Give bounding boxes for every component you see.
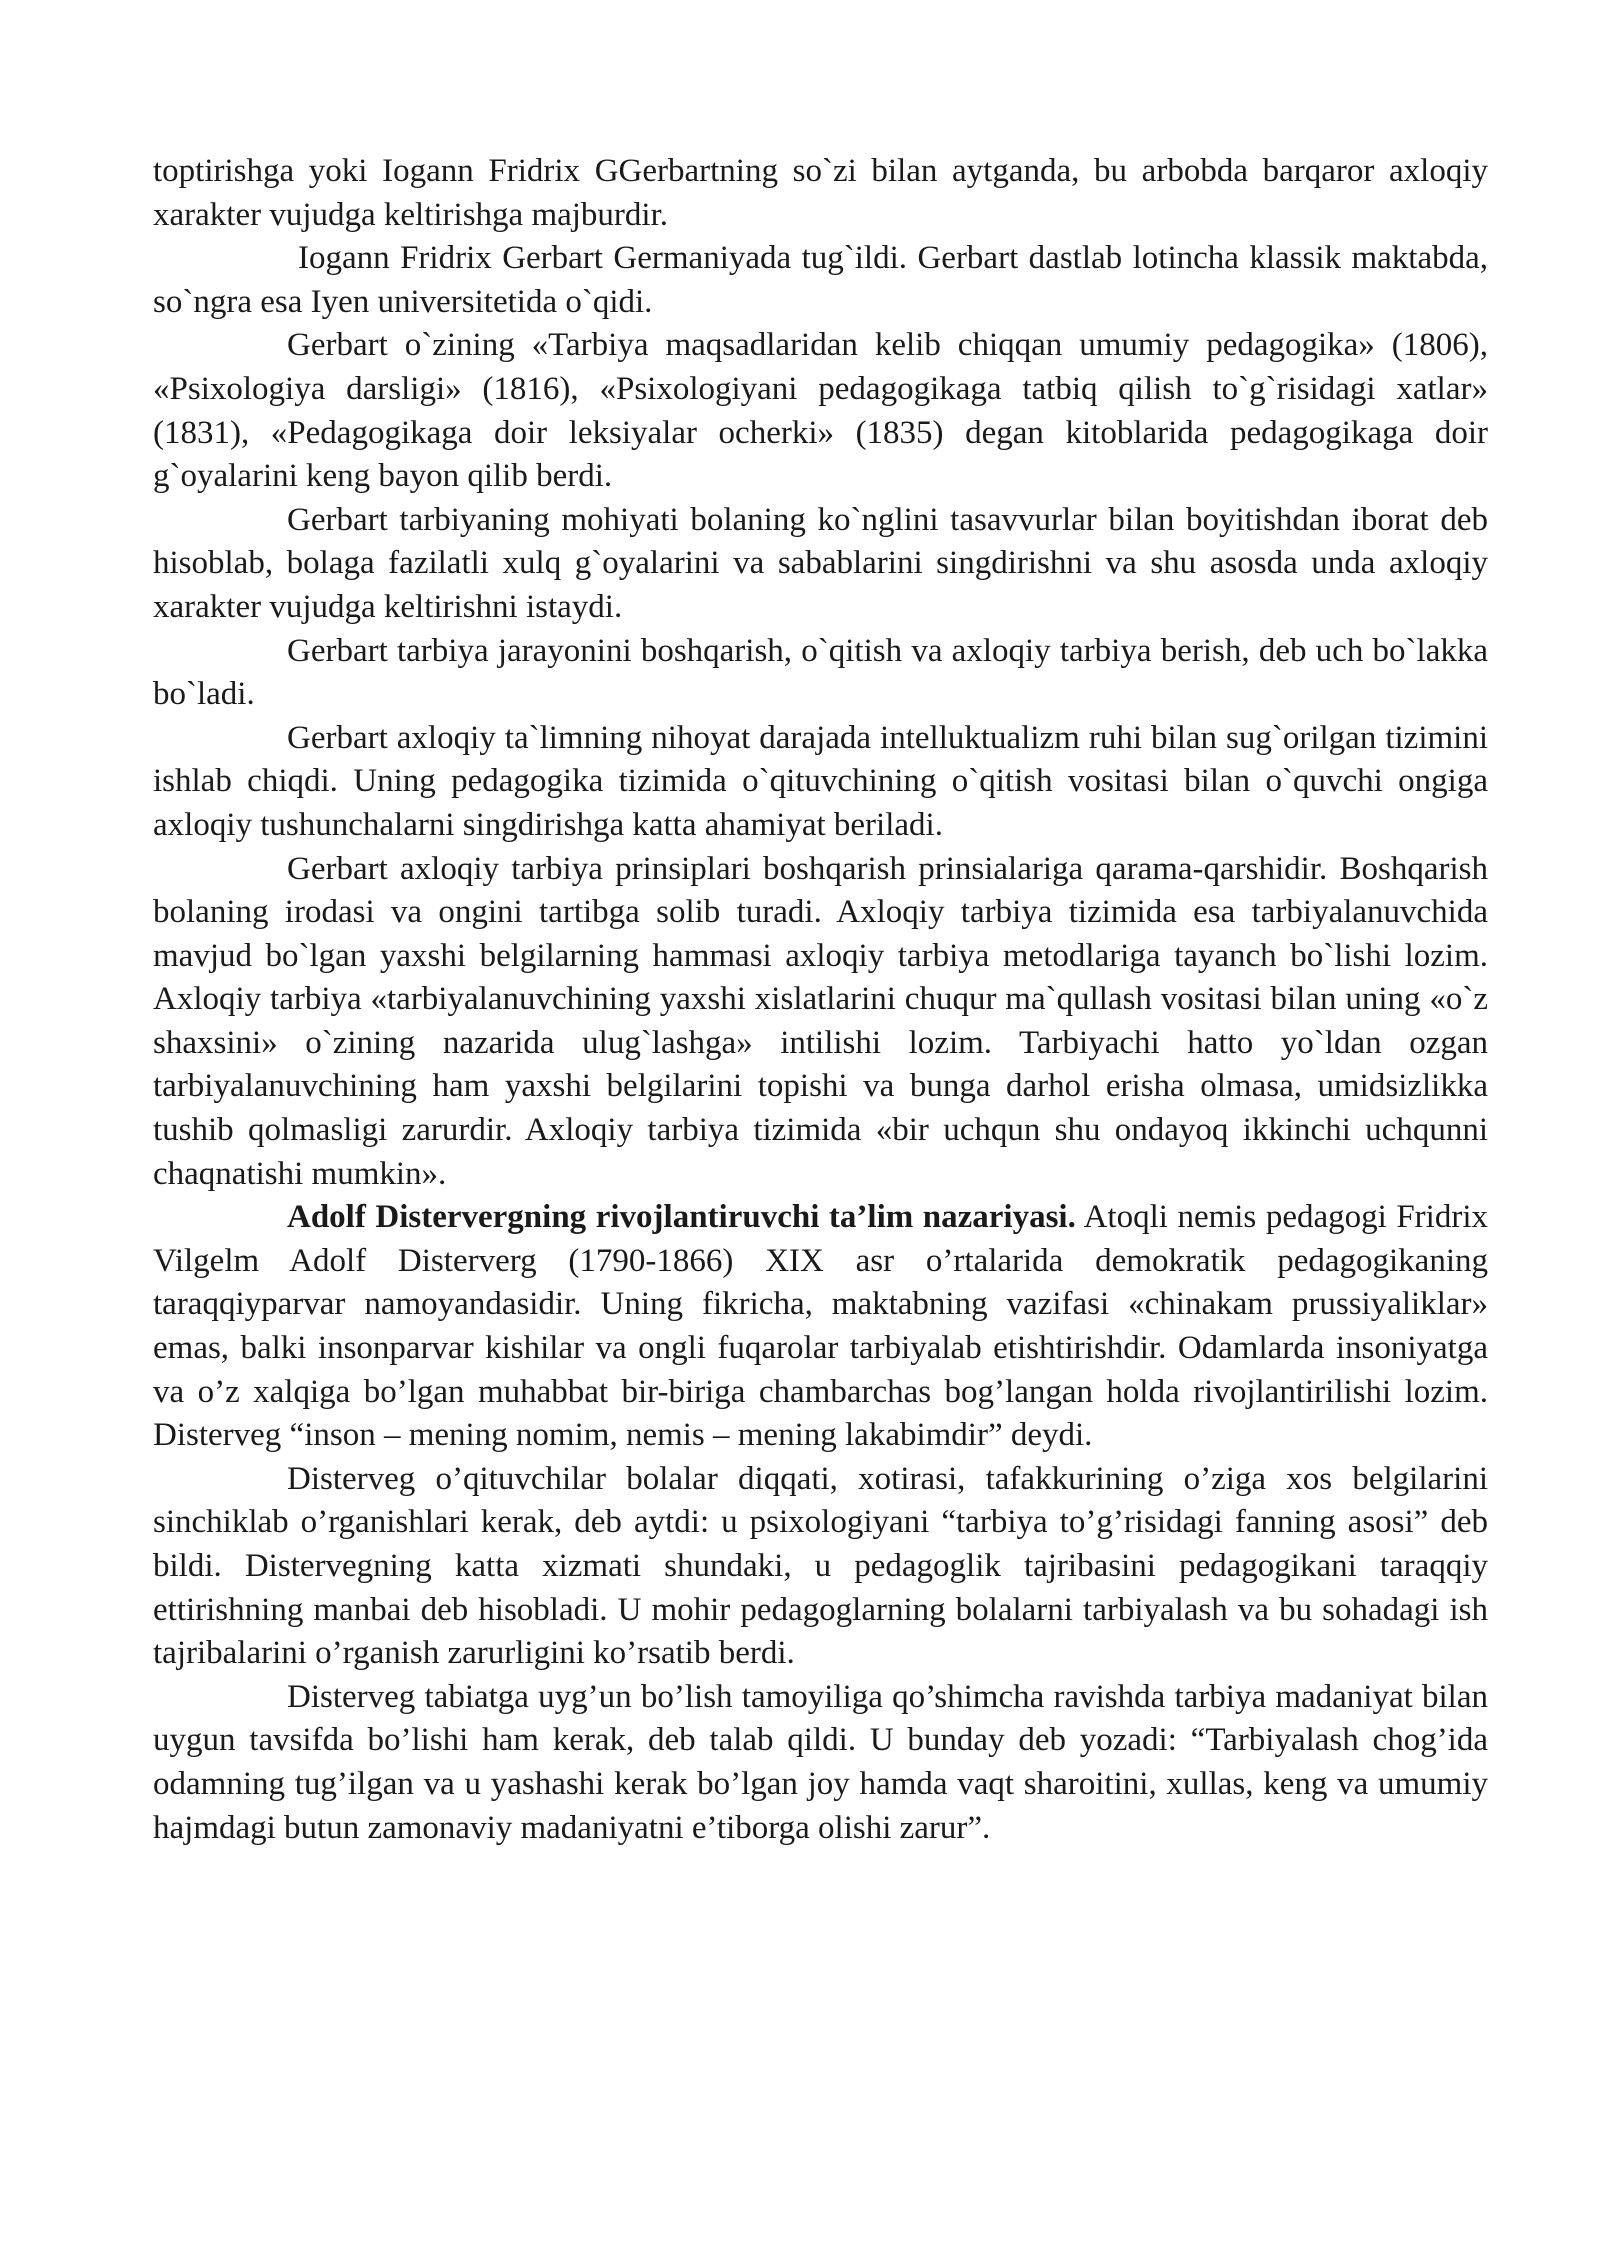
paragraph-7: Gerbart axloqiy tarbiya prinsiplari boshqarish prinsialariga qarama-qarshidir. Boshqarish bolaning irodasi va ongini tartibga solib turadi. Axloqiy tarbiya tizimida esa tarbiyalanuvchida mavjud bo`lgan yaxshi belgilarning hammasi axloqiy tarbiya metodlariga tayanch bo`lishi lozim. Axloqiy tarbiya «tarbiyalanuvchining yaxshi xislatlarini chuqur ma`qullash vositasi bilan uning «o`z shaxsini» o`zining nazarida ulug`lashga» intilishi lozim. Tarbiyachi hatto yo`ldan ozgan tarbiyalanuvchining ham yaxshi belgilarini topishi va bunga darhol erisha olmasa, umidsizlikka tushib qolmasligi zarurdir. Axloqiy tarbiya tizimida «bir uchqun shu ondayoq ikkinchi uchqunni chaqnatishi mumkin». [153,850,1488,1192]
document-page [153,150,1488,1850]
paragraph-9: Disterveg o’qituvchilar bolalar diqqati, xotirasi, tafakkurining o’ziga xos belgilarini sinchiklab o’rganishlari kerak, deb aytdi: u psixologiyani “tarbiya to’g’risidagi fanning asosi” deb bildi. Distervegning katta xizmati shundaki, u pedagoglik tajribasini pedagogikani taraqqiy ettirishning manbai deb hisobladi. U mohir pedagoglarning bolalarni tarbiyalash va bu sohadagi ish tajribalarini o’rganish zarurligini ko’rsatib berdi. [153,1460,1488,1672]
paragraph-2: Iogann Fridrix Gerbart Germaniyada tug`ildi. Gerbart dastlab lotincha klassik maktabda, so`ngra esa Iyen universitetida o`qidi. [153,240,1488,320]
section-heading: Adolf Distervergning rivojlantiruvchi ta’lim nazariyasi. [287,1199,1076,1236]
paragraph-6: Gerbart axloqiy ta`limning nihoyat darajada intelluktualizm ruhi bilan sug`orilgan tizimini ishlab chiqdi. Uning pedagogika tizimida o`qituvchining o`qitish vositasi bilan o`quvchi ongiga axloqiy tushunchalarni singdirishga katta ahamiyat beriladi. [153,719,1488,843]
paragraph-8-body: Atoqli nemis pedagogi Fridrix Vilgelm Adolf Disterverg (1790-1866) XIX asr o’rtalarida demokratik pedagogikaning taraqqiyparvar namoyandasidir. Uning fikricha, maktabning vazifasi «chinakam prussiyaliklar» emas, balki insonparvar kishilar va ongli fuqarolar tarbiyalab etishtirishdir. Odamlarda insoniyatga va o’z xalqiga bo’lgan muhabbat bir-biriga chambarchas bog’langan holda rivojlantirilishi lozim. Disterveg “inson – mening nomim, nemis – mening lakabimdir” deydi. [153,1199,1488,1454]
paragraph-10: Disterveg tabiatga uyg’un bo’lish tamoyiliga qo’shimcha ravishda tarbiya madaniyat bilan uygun tavsifda bo’lishi ham kerak, deb talab qildi. U bunday deb yozadi: “Tarbiyalash chog’ida odamning tug’ilgan va u yashashi kerak bo’lgan joy hamda vaqt sharoitini, xullas, keng va umumiy hajmdagi butun zamonaviy madaniyatni e’tiborga olishi zarur”. [153,1678,1488,1846]
paragraph-8 [153,1196,1488,1458]
paragraph-1: toptirishga yoki Iogann Fridrix GGerbartning so`zi bilan aytganda, bu arbobda barqaror axloqiy xarakter vujudga keltirishga majburdir. [153,153,1488,233]
paragraph-4: Gerbart tarbiyaning mohiyati bolaning ko`nglini tasavvurlar bilan boyitishdan iborat deb hisoblab, bolaga fazilatli xulq g`oyalarini va sabablarini singdirishni va shu asosda unda axloqiy xarakter vujudga keltirishni istaydi. [153,501,1488,625]
paragraph-3: Gerbart o`zining «Tarbiya maqsadlaridan kelib chiqqan umumiy pedagogika» (1806), «Psixologiya darsligi» (1816), «Psixologiyani pedagogikaga tatbiq qilish to`g`risidagi xatlar» (1831), «Pedagogikaga doir leksiyalar ocherki» (1835) degan kitoblarida pedagogikaga doir g`oyalarini keng bayon qilib berdi. [153,327,1488,495]
paragraph-5: Gerbart tarbiya jarayonini boshqarish, o`qitish va axloqiy tarbiya berish, deb uch bo`lakka bo`ladi. [153,632,1488,713]
